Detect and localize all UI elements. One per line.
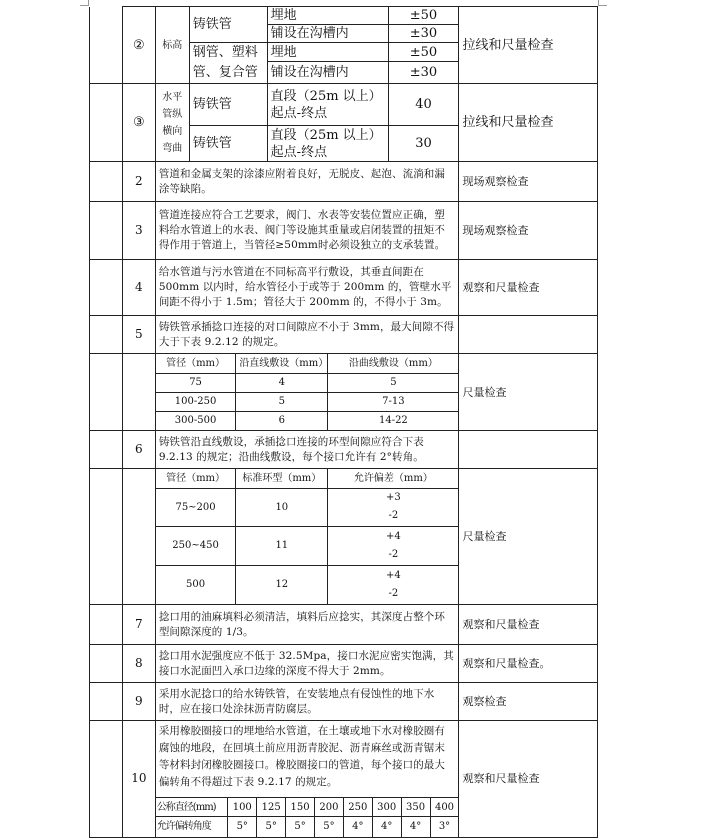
row-number: 2 [122, 162, 155, 202]
condition: 直段（25m 以上）起点-终点 [267, 84, 388, 126]
check-method: 尺量检查 [459, 469, 598, 605]
table-cell: 500 [156, 565, 236, 604]
row-10-content [155, 721, 459, 838]
table-row [90, 605, 598, 645]
tolerance-lower: -2 [388, 587, 399, 599]
tolerance-lower: -2 [388, 548, 399, 560]
table-cell: 5° [314, 817, 343, 837]
table-cell: 3° [430, 817, 458, 837]
row-number: 5 [122, 316, 155, 354]
table-row [90, 431, 598, 469]
blank-cell [90, 316, 123, 354]
table-cell: 400 [430, 798, 458, 817]
deflection-subtable [156, 797, 459, 837]
table-cell: 200 [314, 798, 343, 817]
check-method: 观察和尺量检查。 [459, 645, 598, 683]
check-method: 观察和尺量检查 [459, 721, 598, 838]
check-method-empty [459, 431, 598, 469]
pipe-type: 铸铁管 [189, 7, 267, 43]
table-row [90, 683, 598, 721]
row-number: 4 [122, 260, 155, 316]
row-number: 6 [122, 431, 155, 469]
pipe-type: 铸铁管 [189, 126, 267, 162]
table-cell: 5° [257, 817, 286, 837]
table-cell: 75 [156, 373, 236, 392]
tolerance: ±30 [388, 25, 459, 43]
blank-cell [90, 162, 123, 202]
row-number: ② [122, 7, 155, 84]
column-header: 管径（mm） [156, 469, 236, 488]
table-row [90, 162, 598, 202]
table-cell: 250 [343, 798, 372, 817]
table-cell [328, 565, 459, 604]
requirement-text: 捻口用的油麻填料必须清洁，填料后应捻实，其深度占整个环型间隙深度的 1/3。 [155, 605, 459, 645]
table-row [90, 316, 598, 354]
check-method: 观察和尺量检查 [459, 605, 598, 645]
table-row [90, 354, 598, 431]
item-label: 标高 [155, 7, 189, 84]
table-row [90, 7, 598, 25]
requirement-text: 铸铁管承插捻口连接的对口间隙应不小于 3mm，最大间隙不得大于下表 9.2.12 的规定。 [155, 316, 459, 354]
ring-gap-subtable [156, 469, 459, 604]
table-cell: 4° [343, 817, 372, 837]
check-method: 尺量检查 [459, 354, 598, 431]
table-row [90, 645, 598, 683]
requirement-text: 铸铁管沿直线敷设，承插捻口连接的环型间隙应符合下表 9.2.13 的规定；沿曲线敷设，每个接口允许有 2°转角。 [155, 431, 459, 469]
row-number: 10 [122, 721, 155, 838]
item-label: 水平管纵横向弯曲 [155, 84, 189, 162]
tolerance-upper: +4 [386, 530, 401, 542]
check-method-empty [459, 316, 598, 354]
table-cell: 5 [236, 392, 328, 411]
tolerance-lower: -2 [388, 510, 399, 521]
blank-cell [90, 202, 123, 260]
page-corner-mark-right [598, 0, 607, 6]
check-method: 观察检查 [459, 683, 598, 721]
table-cell: 5 [328, 373, 459, 392]
check-method: 拉线和尺量检查 [459, 7, 598, 84]
row-number: ③ [122, 84, 155, 162]
condition: 埋地 [267, 7, 388, 25]
blank-cell [90, 84, 123, 162]
ring-gap-subtable-cell [155, 469, 459, 605]
requirement-text: 捻口用水泥强度应不低于 32.5Mpa，接口水泥应密实饱满，其接口水泥面凹入承口边缘的深度不得大于 2mm。 [155, 645, 459, 683]
blank-cell [90, 683, 123, 721]
requirement-text: 采用橡胶圈接口的埋地给水管道，在土壤或地下水对橡胶圈有腐蚀的地段，在回填土前应用沥青胶泥、沥青麻丝或沥青锯末等材料封闭橡胶圈接口。橡胶圈接口的管道，每个接口的最大偏转角不得超过下表 9.2.17 的规定。 [158, 725, 446, 788]
table-cell: 5° [286, 817, 315, 837]
table-cell [328, 488, 459, 526]
pipe-type: 钢管、塑料管、复合管 [189, 43, 267, 84]
inspection-table [89, 6, 598, 838]
row-number: 8 [122, 645, 155, 683]
blank-cell [90, 7, 123, 84]
requirement-text: 管道连接应符合工艺要求，阀门、水表等安装位置应正确，塑料给水管道上的水表、阀门等设施其重量或启闭装置的扭矩不得作用于管道上，当管径≥50mm时必须设独立的支承装置。 [155, 202, 459, 260]
blank-cell [90, 469, 123, 605]
column-header: 管径（mm） [156, 354, 236, 373]
table-cell: 7-13 [328, 392, 459, 411]
table-cell: 125 [257, 798, 286, 817]
tolerance: ±30 [388, 62, 459, 84]
blank-cell [90, 431, 123, 469]
table-row [90, 84, 598, 126]
table-cell: 14-22 [328, 411, 459, 430]
table-cell: 6 [236, 411, 328, 430]
tolerance-upper: +4 [386, 569, 401, 581]
condition: 埋地 [267, 43, 388, 62]
row-label: 公称直径(mm) [156, 798, 228, 817]
condition: 铺设在沟槽内 [267, 62, 388, 84]
table-cell: 100-250 [156, 392, 236, 411]
row-number: 9 [122, 683, 155, 721]
table-cell: 75~200 [156, 488, 236, 526]
pipe-type: 铸铁管 [189, 84, 267, 126]
column-header: 沿曲线敷设（mm） [328, 354, 459, 373]
table-row [90, 260, 598, 316]
tolerance-upper: +3 [386, 492, 401, 503]
check-method: 现场观察检查 [459, 162, 598, 202]
table-cell: 4 [236, 373, 328, 392]
check-method: 拉线和尺量检查 [459, 84, 598, 162]
tolerance: 40 [388, 84, 459, 126]
page-corner-mark-left [80, 0, 89, 6]
table-cell: 4° [372, 817, 401, 837]
table-cell: 150 [286, 798, 315, 817]
tolerance: ±50 [388, 7, 459, 25]
column-header: 允许偏差（mm） [328, 469, 459, 488]
table-cell: 10 [236, 488, 328, 526]
table-cell [328, 526, 459, 565]
blank-cell [90, 354, 123, 431]
table-cell: 12 [236, 565, 328, 604]
column-header: 沿直线敷设（mm） [236, 354, 328, 373]
row-number: 3 [122, 202, 155, 260]
table-cell: 350 [401, 798, 430, 817]
condition: 直段（25m 以上）起点-终点 [267, 126, 388, 162]
table-row [90, 202, 598, 260]
table-cell: 300-500 [156, 411, 236, 430]
blank-cell [90, 721, 123, 838]
check-method: 观察和尺量检查 [459, 260, 598, 316]
condition: 铺设在沟槽内 [267, 25, 388, 43]
blank-cell [122, 469, 155, 605]
blank-cell [90, 645, 123, 683]
table-cell: 5° [228, 817, 257, 837]
blank-cell [90, 260, 123, 316]
table-cell: 11 [236, 526, 328, 565]
table-cell: 4° [401, 817, 430, 837]
gap-subtable-cell [155, 354, 459, 431]
requirement-text: 管道和金属支架的涂漆应附着良好，无脱皮、起泡、流淌和漏涂等缺陷。 [155, 162, 459, 202]
requirement-text: 采用水泥捻口的给水铸铁管，在安装地点有侵蚀性的地下水时，应在接口处涂抹沥青防腐层。 [155, 683, 459, 721]
table-row [90, 469, 598, 605]
check-method: 现场观察检查 [459, 202, 598, 260]
table-row [90, 721, 598, 838]
tolerance: ±50 [388, 43, 459, 62]
row-label: 允许偏转角度 [156, 817, 228, 837]
column-header: 标准环型（mm） [236, 469, 328, 488]
row-number: 7 [122, 605, 155, 645]
table-cell: 250~450 [156, 526, 236, 565]
tolerance: 30 [388, 126, 459, 162]
gap-subtable [156, 354, 459, 430]
blank-cell [122, 354, 155, 431]
table-cell: 100 [228, 798, 257, 817]
requirement-text: 给水管道与污水管道在不同标高平行敷设，其垂直间距在 500mm 以内时，给水管径小于或等于 200mm 的，管壁水平间距不得小于 1.5m；管径大于 200mm 的，不得小于 3m。 [155, 260, 459, 316]
blank-cell [90, 605, 123, 645]
table-cell: 300 [372, 798, 401, 817]
